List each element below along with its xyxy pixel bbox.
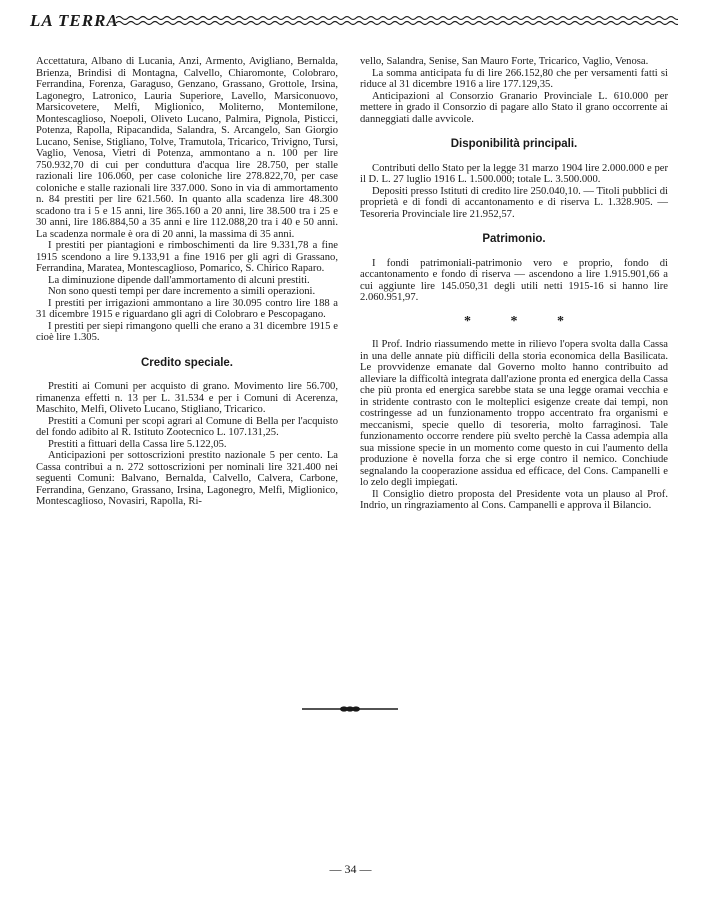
paragraph: Prestiti a Comuni per scopi agrari al Comune di Bella per l'acquisto del fondo adibito al R. Istituto Zootecnico L. 107.131,25. <box>36 415 338 438</box>
paragraph: Anticipazioni al Consorzio Granario Provinciale L. 610.000 per mettere in grado il Consorzio di pagare allo Stato il grano occorrente ai danneggiati dalle avvicole. <box>360 90 668 125</box>
paragraph: Prestiti a fittuari della Cassa lire 5.122,05. <box>48 438 227 450</box>
paragraph: Depositi presso Istituti di credito lire 250.040,10. — Titoli pubblici di proprietà e di fondi di accantonamento e di riserva L. 1.328.905. — Tesoreria Provinciale lire 21.952,57. <box>360 185 668 220</box>
section-heading-disponibilita: Disponibilità principali. <box>450 138 578 150</box>
paragraph: Non sono questi tempi per dare incremento a simili operazioni. <box>48 286 316 297</box>
paragraph: vello, Salandra, Senise, San Mauro Forte, Tricarico, Vaglio, Venosa. <box>360 56 649 67</box>
running-header <box>30 8 678 34</box>
left-column <box>36 56 338 508</box>
journal-title: LA TERRA <box>30 11 119 30</box>
paragraph: Anticipazioni per sottoscrizioni prestito nazionale 5 per cento. La Cassa contribuì a n. 272 sottoscrizioni per nominali lire 321.400 nei seguenti Comuni: Balvano, Bernalda, Calvello, Calvera, Carbone, Ferrandina, Genzano, Grassano, Irsina, Lagonegro, Melfi, Miglionico, Montescaglioso, Novasiri, Rapolla, Ri- <box>36 450 338 507</box>
section-heading-patrimonio: Patrimonio. <box>482 233 546 245</box>
paragraph: La somma anticipata fu di lire 266.152,80 che per versamenti fatti si riduce al 31 dicembre 1916 a lire 177.129,35. <box>360 67 668 90</box>
paragraph: La diminuzione dipende dall'ammortamento di alcuni prestiti. <box>48 274 310 286</box>
paragraph: Il Consiglio dietro proposta del Presidente vota un plauso al Prof. Indrio, un ringraziamento al Cons. Campanelli e approva il Bilancio. <box>360 488 668 511</box>
paragraph: Accettatura, Albano di Lucania, Anzi, Armento, Avigliano, Bernalda, Brienza, Brindisi di Montagna, Calvello, Chiaromonte, Colobraro, Ferrandina, Forenza, Garaguso, Genzano, Grassano, Grottole, Irsina, Lagonegro, Latronico, Lauria Superiore, Lavello, Marsiconuovo, Marsicovetere, Melfi, Miglionico, Moliterno, Montemilone, Montescaglioso, Noepoli, Oliveto Lucano, Palmira, Pignola, Pisticci, Potenza, Rapolla, Ripacandida, Salandra, S. Arcangelo, San Giorgio Lucano, Senise, Stigliano, Tolve, Tramutola, Tricarico, Trivigno, Tursi, Vaglio, Venosa, Vietri di Potenza, ammontano a n. 100 per lire 750.932,70 di cui per conduttura d'acqua lire 28.750, per stalle razionali lire 106.060, per case coloniche lire 278.822,70, per case coloniche e stalle razionali lire 337.000. Sono in via di ammortamento n. 84 prestiti per lire 621.560. In quanto alla scadenza lire 48.300 scadono tra i 5 e 15 anni, lire 365.160 a 20 anni, lire 38.500 tra i 25 e 30 anni, lire 186.884,50 a 35 anni e lire 112.088,20 tra i 40 e 50 anni. La scadenza normale è ora di 20 anni, la massima di 35 anni. <box>36 56 338 240</box>
right-column <box>360 56 668 512</box>
paragraph: I prestiti per piantagioni e rimboschimenti da lire 9.331,78 a fine 1915 scendono a lire 9.133,91 a fine 1916 per gli agri di Grassano, Ferrandina, Maratea, Montescaglioso, Pomarico, S. Chirico Raparo. <box>36 240 338 274</box>
end-ornament <box>300 703 400 715</box>
section-separator-stars: * * * <box>464 313 582 329</box>
page-number: — 34 — <box>329 862 372 876</box>
paragraph: I prestiti per irrigazioni ammontano a lire 30.095 contro lire 188 a 31 dicembre 1915 e riguardano gli agri di Colobraro e Pescopagano. <box>36 297 338 320</box>
paragraph: Contributi dello Stato per la legge 31 marzo 1904 lire 2.000.000 e per il D. L. 27 luglio 1916 L. 1.500.000; totale L. 3.500.000. <box>360 162 668 185</box>
paragraph: Prestiti ai Comuni per acquisto di grano. Movimento lire 56.700, rimanenza effetti n. 13 per L. 31.534 e per i Comuni di Acerenza, Maschito, Melfi, Oliveto Lucano, Stigliano, Tricarico. <box>36 381 338 415</box>
header-wavy-rule <box>116 12 678 28</box>
paragraph: I fondi patrimoniali-patrimonio vero e proprio, fondo di accantonamento e fondo di riserva — ascendono a lire 1.915.901,66 a cui aggiunte lire 145.050,31 degli utili netti 1915-16 si hanno lire 2.060.951,97. <box>360 257 668 303</box>
section-heading-credito: Credito speciale. <box>140 356 234 369</box>
paragraph: I prestiti per siepi rimangono quelli che erano a 31 dicembre 1915 e cioè lire 1.305. <box>36 320 338 343</box>
paragraph: Il Prof. Indrio riassumendo mette in rilievo l'opera svolta dalla Cassa in una delle annate più difficili della storia economica della Basilicata. Le provvidenze emanate dal Governo molto hanno contribuito ad alleviare la difficoltà integrata dall'azione pronta ed energica della Cassa che più pronta ed energica sarebbe stata se una legge oramai vecchia e in stridente contrasto con le molteplici esigenze create dai tempi, non costringesse ad un funzionamento troppo accentrato fra organismi e meccanismi, specie quello di tesoreria, molto farraginosi. Tale funzionamento occorre rendere più svelto perchè la Cassa adempia alla sua missione specie in un momento come questo in cui l'aumento della produzione è novella forza che si erge contro il nemico. Conchiude segnalando la cooperazione assidua ed efficace, del Cons. Campanelli e lo zelo degli impiegati. <box>360 339 668 488</box>
